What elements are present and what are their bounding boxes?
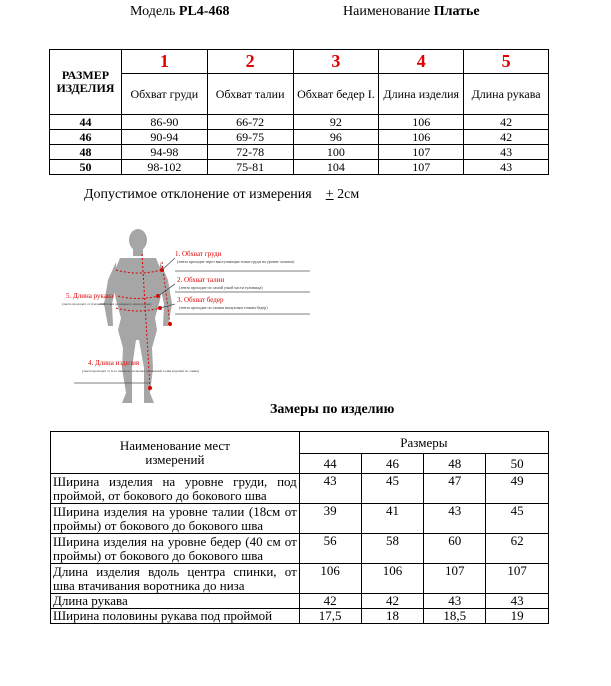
value-cell: 69-75: [207, 130, 293, 145]
measurement-figure: [60, 228, 330, 406]
label-length-note: (лента проходит от 6-го шейного позвонка до нижней точки изделия по спине): [82, 369, 200, 373]
name-label: Наименование: [343, 4, 431, 19]
row-name: Ширина изделия на уровне талии (18см от проймы) от бокового до бокового шва: [51, 504, 300, 534]
row-value: 42: [299, 594, 361, 609]
row-value: 107: [486, 564, 549, 594]
value-cell: 90-94: [121, 130, 207, 145]
measurements-table: [50, 431, 549, 624]
col-number: 1: [121, 50, 207, 74]
value-cell: 107: [379, 145, 464, 160]
row-name: Ширина изделия на уровне груди, под проймой, от бокового до бокового шва: [51, 474, 300, 504]
table-row: [51, 504, 549, 534]
row-value: 49: [486, 474, 549, 504]
value-cell: 43: [464, 145, 549, 160]
table-row: [50, 145, 549, 160]
tolerance-text: Допустимое отклонение от измерения: [84, 187, 312, 202]
row-value: 39: [299, 504, 361, 534]
value-cell: 66-72: [207, 115, 293, 130]
value-cell: 92: [293, 115, 379, 130]
col-label: Обхват талии: [207, 74, 293, 115]
label-chest-title: 1. Обхват груди: [175, 250, 222, 258]
size-column: 48: [424, 454, 486, 474]
row-value: 17,5: [299, 609, 361, 624]
row-value: 43: [424, 504, 486, 534]
row-value: 41: [361, 504, 424, 534]
col-label: Длина изделия: [379, 74, 464, 115]
body-silhouette-icon: [104, 229, 172, 403]
label-waist-title: 2. Обхват талии: [177, 276, 225, 284]
label-chest-note: (лента проходит через выступающие точки груди на уровне лопаток): [177, 259, 295, 264]
table-row: [51, 594, 549, 609]
measurements-title: Замеры по изделию: [270, 402, 395, 417]
size-header: РАЗМЕР ИЗДЕЛИЯ: [50, 50, 122, 115]
col-label: Длина рукава: [464, 74, 549, 115]
label-hips-title: 3. Обхват бедер: [177, 296, 224, 304]
row-name: Ширина изделия на уровне бедер (40 см от проймы) от бокового до бокового шва: [51, 534, 300, 564]
name-line: [343, 4, 480, 20]
label-sleeve-note: (лента проходит от плечевой точки до нижнего края рукава): [62, 302, 152, 306]
table-row: [50, 115, 549, 130]
value-cell: 98-102: [121, 160, 207, 175]
size-cell: 44: [50, 115, 122, 130]
value-cell: 100: [293, 145, 379, 160]
row-value: 56: [299, 534, 361, 564]
row-value: 43: [299, 474, 361, 504]
label-length-title: 4. Длина изделия: [88, 359, 140, 367]
size-column: 50: [486, 454, 549, 474]
row-value: 43: [486, 594, 549, 609]
table-row: [51, 564, 549, 594]
value-cell: 42: [464, 115, 549, 130]
row-value: 43: [424, 594, 486, 609]
label-hips-note: (лента проходит по самым выпуклым точкам бедер): [179, 305, 268, 310]
tolerance-note: [84, 187, 359, 203]
row-value: 19: [486, 609, 549, 624]
table-row: [51, 474, 549, 504]
value-cell: 104: [293, 160, 379, 175]
row-value: 45: [361, 474, 424, 504]
value-cell: 86-90: [121, 115, 207, 130]
label-sleeve-title: 5. Длина рукава: [66, 292, 114, 300]
size-column: 46: [361, 454, 424, 474]
col-number: 2: [207, 50, 293, 74]
size-cell: 46: [50, 130, 122, 145]
col-number: 4: [379, 50, 464, 74]
model-line: [130, 4, 229, 20]
name-value: Платье: [433, 4, 480, 19]
table-row: [51, 534, 549, 564]
label-waist-note: (лента проходит по самой узкой части туловища): [179, 285, 263, 290]
row-value: 106: [299, 564, 361, 594]
row-value: 62: [486, 534, 549, 564]
value-cell: 72-78: [207, 145, 293, 160]
row-value: 18: [361, 609, 424, 624]
row-value: 58: [361, 534, 424, 564]
plusminus-sign: +: [325, 187, 334, 202]
row-value: 60: [424, 534, 486, 564]
row-value: 18,5: [424, 609, 486, 624]
col-label: Обхват груди: [121, 74, 207, 115]
model-label: Модель: [130, 4, 176, 19]
row-value: 47: [424, 474, 486, 504]
value-cell: 43: [464, 160, 549, 175]
row-name: Ширина половины рукава под проймой: [51, 609, 300, 624]
row-name: Длина рукава: [51, 594, 300, 609]
row-value: 107: [424, 564, 486, 594]
value-cell: 96: [293, 130, 379, 145]
col-label: Обхват бедер I.: [293, 74, 379, 115]
col-number: 5: [464, 50, 549, 74]
table-row: [51, 609, 549, 624]
value-cell: 107: [379, 160, 464, 175]
sizes-header: Размеры: [299, 432, 548, 454]
model-value: PL4-468: [178, 4, 230, 19]
row-value: 42: [361, 594, 424, 609]
size-cell: 48: [50, 145, 122, 160]
table-row: [50, 130, 549, 145]
value-cell: 106: [379, 115, 464, 130]
size-cell: 50: [50, 160, 122, 175]
table-row: [50, 160, 549, 175]
value-cell: 42: [464, 130, 549, 145]
row-name: Длина изделия вдоль центра спинки, от шва втачивания воротника до низа: [51, 564, 300, 594]
tolerance-value: 2см: [337, 187, 360, 202]
row-value: 45: [486, 504, 549, 534]
value-cell: 94-98: [121, 145, 207, 160]
size-table: [49, 49, 549, 175]
col-number: 3: [293, 50, 379, 74]
value-cell: 75-81: [207, 160, 293, 175]
size-column: 44: [299, 454, 361, 474]
name-header: Наименование мест измерений: [51, 432, 300, 474]
value-cell: 106: [379, 130, 464, 145]
row-value: 106: [361, 564, 424, 594]
